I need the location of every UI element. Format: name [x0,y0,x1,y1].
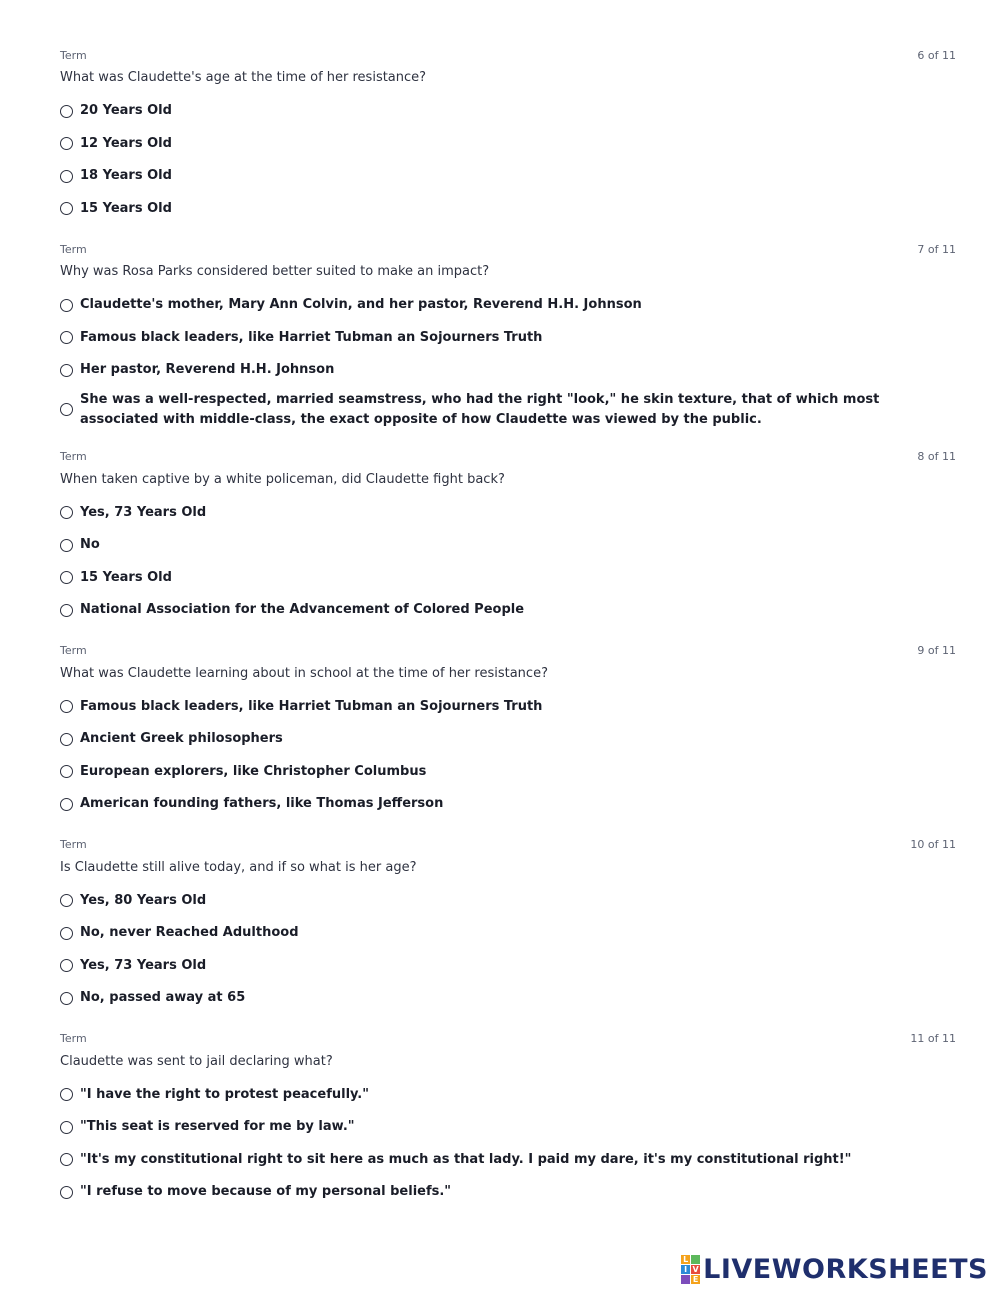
answer-option[interactable] [60,691,956,724]
question-header [60,47,956,63]
logo-mark-tile: I [681,1265,690,1274]
answer-option[interactable] [60,1176,956,1209]
question-counter: 8 of 11 [917,450,956,463]
radio-button[interactable] [60,105,73,118]
answer-options [60,497,956,627]
radio-button[interactable] [60,1186,73,1199]
answer-option[interactable] [60,788,956,821]
answer-label: Claudette's mother, Mary Ann Colvin, and her pastor, Reverend H.H. Johnson [80,297,642,313]
question-prompt: Is Claudette still alive today, and if so what is her age? [60,859,417,875]
answer-option[interactable] [60,1144,956,1177]
radio-button[interactable] [60,733,73,746]
answer-option[interactable] [60,756,956,789]
term-label: Term [60,838,87,851]
radio-button[interactable] [60,506,73,519]
answer-label: No, never Reached Adulthood [80,925,299,941]
term-label: Term [60,1032,87,1045]
radio-button[interactable] [60,1088,73,1101]
logo-mark-tile: L [683,1255,689,1264]
radio-button[interactable] [60,992,73,1005]
answer-option[interactable] [60,1079,956,1112]
question-card [60,47,956,225]
question-prompt: What was Claudette learning about in school at the time of her resistance? [60,665,548,681]
answer-label: Famous black leaders, like Harriet Tubman an Sojourners Truth [80,698,543,714]
question-counter: 7 of 11 [917,242,956,256]
answer-label: 15 Years Old [80,200,172,216]
question-counter: 11 of 11 [910,1032,956,1045]
radio-button[interactable] [60,894,73,907]
question-counter: 10 of 11 [910,838,956,851]
answer-option[interactable] [60,193,956,226]
question-prompt: When taken captive by a white policeman, did Claudette fight back? [60,471,505,487]
logo-mark-tile [691,1255,700,1264]
answer-option[interactable] [60,950,956,983]
answer-option[interactable] [60,128,956,161]
answer-label: "It's my constitutional right to sit here as much as that lady. I paid my dare, it's my constitutional right!" [80,1151,852,1167]
answer-label: She was a well-respected, married seamstress, who had the right "look," he skin texture, that of which most associated with middle-class, the exact opposite of how Claudette was viewed by the public. [80,391,880,427]
logo-text: LIVEWORKSHEETS [703,1254,988,1285]
answer-label: Famous black leaders, like Harriet Tubman an Sojourners Truth [80,329,543,345]
quiz-list [60,47,956,1225]
radio-button[interactable] [60,1153,73,1166]
answer-label: European explorers, like Christopher Columbus [80,763,427,779]
term-label: Term [60,644,87,657]
radio-button[interactable] [60,364,73,377]
radio-button[interactable] [60,765,73,778]
answer-option[interactable] [60,885,956,918]
answer-option[interactable] [60,1111,956,1144]
question-card [60,449,956,627]
radio-button[interactable] [60,137,73,150]
answer-options [60,885,956,1015]
radio-button[interactable] [60,331,73,344]
radio-button[interactable] [60,798,73,811]
answer-label: "I refuse to move because of my personal beliefs." [80,1184,452,1200]
answer-options [60,95,956,225]
answer-label: 15 Years Old [80,569,172,585]
answer-option[interactable] [60,160,956,193]
question-header [60,643,956,659]
radio-button[interactable] [60,1121,73,1134]
term-label: Term [60,450,87,463]
answer-option[interactable] [60,562,956,595]
radio-button[interactable] [60,604,73,617]
answer-options [60,691,956,821]
answer-label: Her pastor, Reverend H.H. Johnson [80,362,335,378]
question-counter: 9 of 11 [917,644,956,657]
answer-label: No, passed away at 65 [80,990,246,1006]
answer-label: 12 Years Old [80,135,172,151]
term-label: Term [60,48,87,62]
answer-options [60,289,956,433]
question-card [60,1031,956,1209]
radio-button[interactable] [60,571,73,584]
logo-mark-tile: V [692,1265,699,1274]
question-header [60,449,956,465]
answer-label: American founding fathers, like Thomas Jefferson [80,796,444,812]
answer-label: "This seat is reserved for me by law." [80,1119,355,1135]
radio-button[interactable] [60,959,73,972]
answer-option[interactable] [60,594,956,627]
radio-button[interactable] [60,403,73,416]
answer-label: 20 Years Old [80,103,172,119]
logo-mark-tile [681,1275,690,1284]
radio-button[interactable] [60,927,73,940]
answer-label: Yes, 73 Years Old [80,957,207,973]
question-header [60,837,956,853]
answer-option[interactable] [60,322,956,355]
radio-button[interactable] [60,202,73,215]
question-prompt: Claudette was sent to jail declaring what? [60,1053,333,1069]
answer-options [60,1079,956,1209]
answer-option[interactable] [60,289,956,322]
answer-option[interactable] [60,497,956,530]
answer-option[interactable] [60,354,956,387]
answer-label: National Association for the Advancement of Colored People [80,602,525,618]
question-card [60,241,956,433]
answer-option[interactable] [60,387,956,433]
liveworksheets-logo [681,1254,988,1285]
radio-button[interactable] [60,299,73,312]
question-header [60,1031,956,1047]
answer-label: 18 Years Old [80,168,172,184]
answer-label: "I have the right to protest peacefully." [80,1086,370,1102]
answer-label: Yes, 73 Years Old [80,504,207,520]
question-header [60,241,956,257]
answer-option[interactable] [60,982,956,1015]
radio-button[interactable] [60,170,73,183]
answer-option[interactable] [60,529,956,562]
question-counter: 6 of 11 [917,48,956,62]
answer-option[interactable] [60,95,956,128]
question-card [60,643,956,821]
term-label: Term [60,242,87,256]
question-card [60,837,956,1015]
answer-option[interactable] [60,723,956,756]
radio-button[interactable] [60,700,73,713]
radio-button[interactable] [60,539,73,552]
answer-label: Yes, 80 Years Old [80,892,207,908]
question-prompt: Why was Rosa Parks considered better suited to make an impact? [60,264,490,279]
question-prompt: What was Claudette's age at the time of her resistance? [60,70,427,85]
answer-label: Ancient Greek philosophers [80,731,283,747]
answer-option[interactable] [60,917,956,950]
answer-label: No [80,537,100,553]
logo-mark-tile: E [692,1275,699,1284]
logo-mark-icon [681,1255,700,1284]
